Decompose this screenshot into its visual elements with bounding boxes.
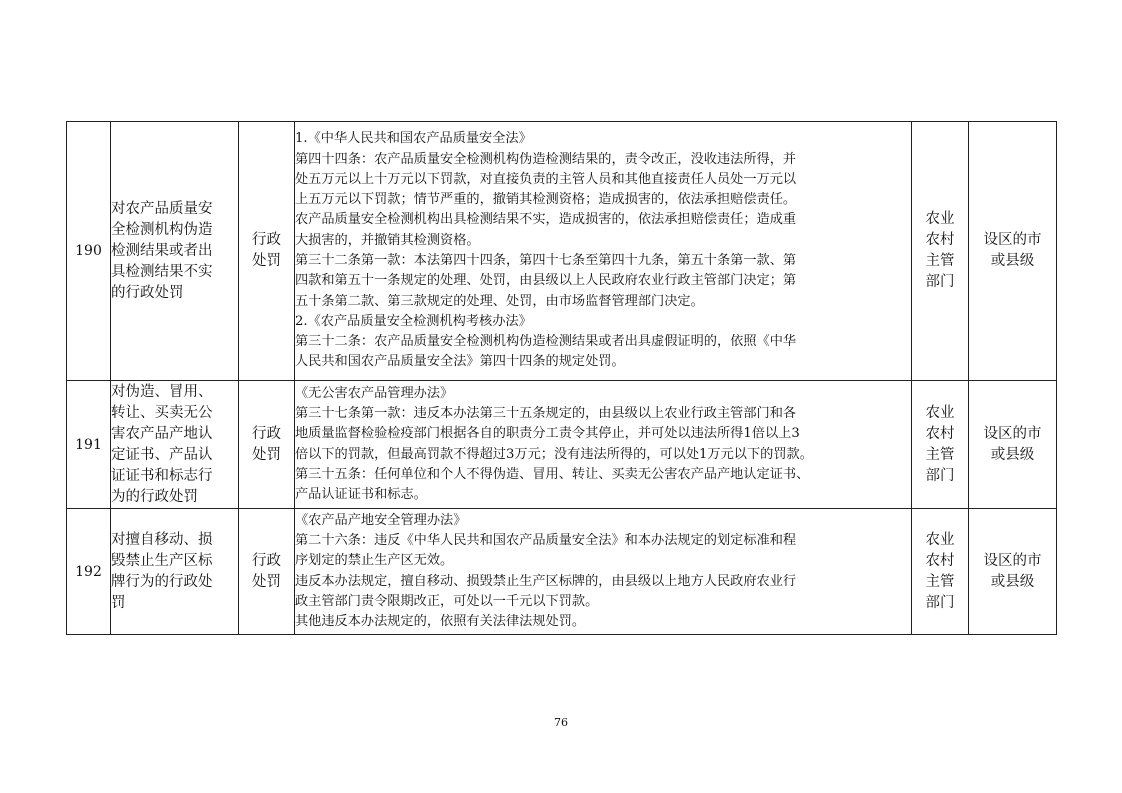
table-row xyxy=(67,381,1057,509)
legal-basis-line: 人民共和国农产品质量安全法》第四十四条的规定处罚。 xyxy=(295,354,625,370)
table-row xyxy=(67,122,1057,381)
level-line: 或县级 xyxy=(990,573,1035,590)
legal-basis-line: 倍以下的罚款，但最高罚款不得超过3万元；没有违法所得的，可以处1万元以下的罚款。 xyxy=(295,446,813,462)
legal-basis xyxy=(295,509,912,635)
legal-basis-line: 大损害的，并撤销其检测资格。 xyxy=(295,232,480,248)
item-name-line: 证证书和标志行 xyxy=(111,467,213,484)
row-number: 192 xyxy=(67,509,111,635)
department-line: 部门 xyxy=(925,594,955,611)
legal-basis xyxy=(295,122,912,381)
item-name-line: 罚 xyxy=(111,594,126,611)
item-name-line: 毁禁止生产区标 xyxy=(111,552,213,569)
item-name-line: 对擅自移动、损 xyxy=(111,531,213,548)
department-line: 农村 xyxy=(925,232,955,248)
department-line: 主管 xyxy=(925,573,955,590)
item-type xyxy=(239,509,295,635)
department-line: 农村 xyxy=(925,425,955,442)
item-type-line: 处罚 xyxy=(252,446,281,463)
item-name-line: 具检测结果不实 xyxy=(111,263,213,280)
responsible-department xyxy=(912,381,969,509)
item-name-line: 定证书、产品认 xyxy=(111,446,213,463)
legal-basis-line: 第三十二条：农产品质量安全检测机构伪造检测结果或者出具虚假证明的，依照《中华 xyxy=(295,334,797,350)
item-name-line: 全检测机构伪造 xyxy=(111,221,213,238)
level-line: 设区的市 xyxy=(983,232,1042,248)
legal-basis-line: 第三十二条第一款：本法第四十四条，第四十七条至第四十九条，第五十条第一款、第 xyxy=(295,253,797,268)
responsible-department xyxy=(912,509,969,635)
legal-basis-line: 第二十六条：违反《中华人民共和国农产品质量安全法》和本办法规定的划定标准和程 xyxy=(295,532,797,548)
legal-basis-line: 其他违反本办法规定的，依照有关法律法规处罚。 xyxy=(295,614,586,630)
legal-basis-line: 地质量监督检验检疫部门根据各自的职责分工责令其停止，并可处以违法所得1倍以上3 xyxy=(295,426,800,442)
item-name-line: 害农产品产地认 xyxy=(111,425,213,442)
level-line: 设区的市 xyxy=(983,425,1042,442)
legal-basis-line: 五十条第二款、第三款规定的处理、处罚，由市场监督管理部门决定。 xyxy=(295,293,704,309)
department-line: 农业 xyxy=(925,211,955,227)
responsible-department xyxy=(912,122,969,381)
item-type-line: 行政 xyxy=(252,232,281,248)
item-name-line: 为的行政处罚 xyxy=(111,488,198,505)
item-name-line: 的行政处罚 xyxy=(111,284,184,301)
legal-basis-line: 《农产品产地安全管理办法》 xyxy=(295,512,467,528)
item-type-line: 处罚 xyxy=(252,573,281,590)
legal-basis-line: 《无公害农产品管理办法》 xyxy=(295,385,454,401)
item-type-line: 行政 xyxy=(252,425,281,442)
department-line: 农村 xyxy=(925,552,955,569)
item-type xyxy=(239,122,295,381)
item-name xyxy=(111,381,239,509)
item-name-line: 对伪造、冒用、 xyxy=(111,383,213,400)
table-row xyxy=(67,509,1057,635)
department-line: 农业 xyxy=(925,531,955,548)
legal-basis-line: 第四十四条：农产品质量安全检测机构伪造检测结果的，责令改正，没收违法所得，并 xyxy=(295,151,797,167)
department-line: 主管 xyxy=(925,446,955,463)
legal-basis-line: 政主管部门责令限期改正，可处以一千元以下罚款。 xyxy=(295,593,599,609)
jurisdiction-level xyxy=(969,122,1057,381)
item-type xyxy=(239,381,295,509)
row-number: 190 xyxy=(67,122,111,381)
legal-basis-line: 农产品质量安全检测机构出具检测结果不实，造成损害的，依法承担赔偿责任；造成重 xyxy=(295,212,797,228)
item-name-line: 对农产品质量安 xyxy=(111,200,213,217)
item-type-line: 处罚 xyxy=(252,253,281,269)
legal-basis-line: 产品认证证书和标志。 xyxy=(295,487,427,503)
legal-basis-line: 四款和第五十一条规定的处理、处罚，由县级以上人民政府农业行政主管部门决定；第 xyxy=(295,273,797,289)
department-line: 农业 xyxy=(925,404,955,421)
legal-basis-line: 违反本办法规定，擅自移动、损毁禁止生产区标牌的，由县级以上地方人民政府农业行 xyxy=(295,573,797,589)
legal-basis-line: 1.《中华人民共和国农产品质量安全法》 xyxy=(295,131,532,147)
department-line: 部门 xyxy=(925,467,955,484)
legal-basis-line: 第三十五条：任何单位和个人不得伪造、冒用、转让、买卖无公害农产品产地认定证书、 xyxy=(295,466,810,482)
legal-basis xyxy=(295,381,912,509)
department-line: 部门 xyxy=(925,274,955,290)
department-line: 主管 xyxy=(925,253,955,269)
level-line: 设区的市 xyxy=(983,552,1042,569)
item-name-line: 牌行为的行政处 xyxy=(111,573,213,590)
item-name xyxy=(111,509,239,635)
item-type-line: 行政 xyxy=(252,552,281,569)
row-number: 191 xyxy=(67,381,111,509)
jurisdiction-level xyxy=(969,509,1057,635)
jurisdiction-level xyxy=(969,381,1057,509)
level-line: 或县级 xyxy=(990,446,1035,463)
penalty-table xyxy=(66,121,1057,635)
legal-basis-line: 序划定的禁止生产区无效。 xyxy=(295,553,454,569)
item-name-line: 检测结果或者出 xyxy=(111,242,213,259)
item-name xyxy=(111,122,239,381)
legal-basis-line: 2.《农产品质量安全检测机构考核办法》 xyxy=(295,313,532,329)
item-name-line: 转让、买卖无公 xyxy=(111,404,213,421)
legal-basis-line: 上五万元以下罚款；情节严重的，撤销其检测资格；造成损害的，依法承担赔偿责任。 xyxy=(295,192,797,208)
level-line: 或县级 xyxy=(990,253,1035,269)
page-number: 76 xyxy=(554,716,568,729)
legal-basis-line: 处五万元以上十万元以下罚款，对直接负责的主管人员和其他直接责任人员处一万元以 xyxy=(295,171,797,187)
legal-basis-line: 第三十七条第一款：违反本办法第三十五条规定的，由县级以上农业行政主管部门和各 xyxy=(295,405,797,421)
